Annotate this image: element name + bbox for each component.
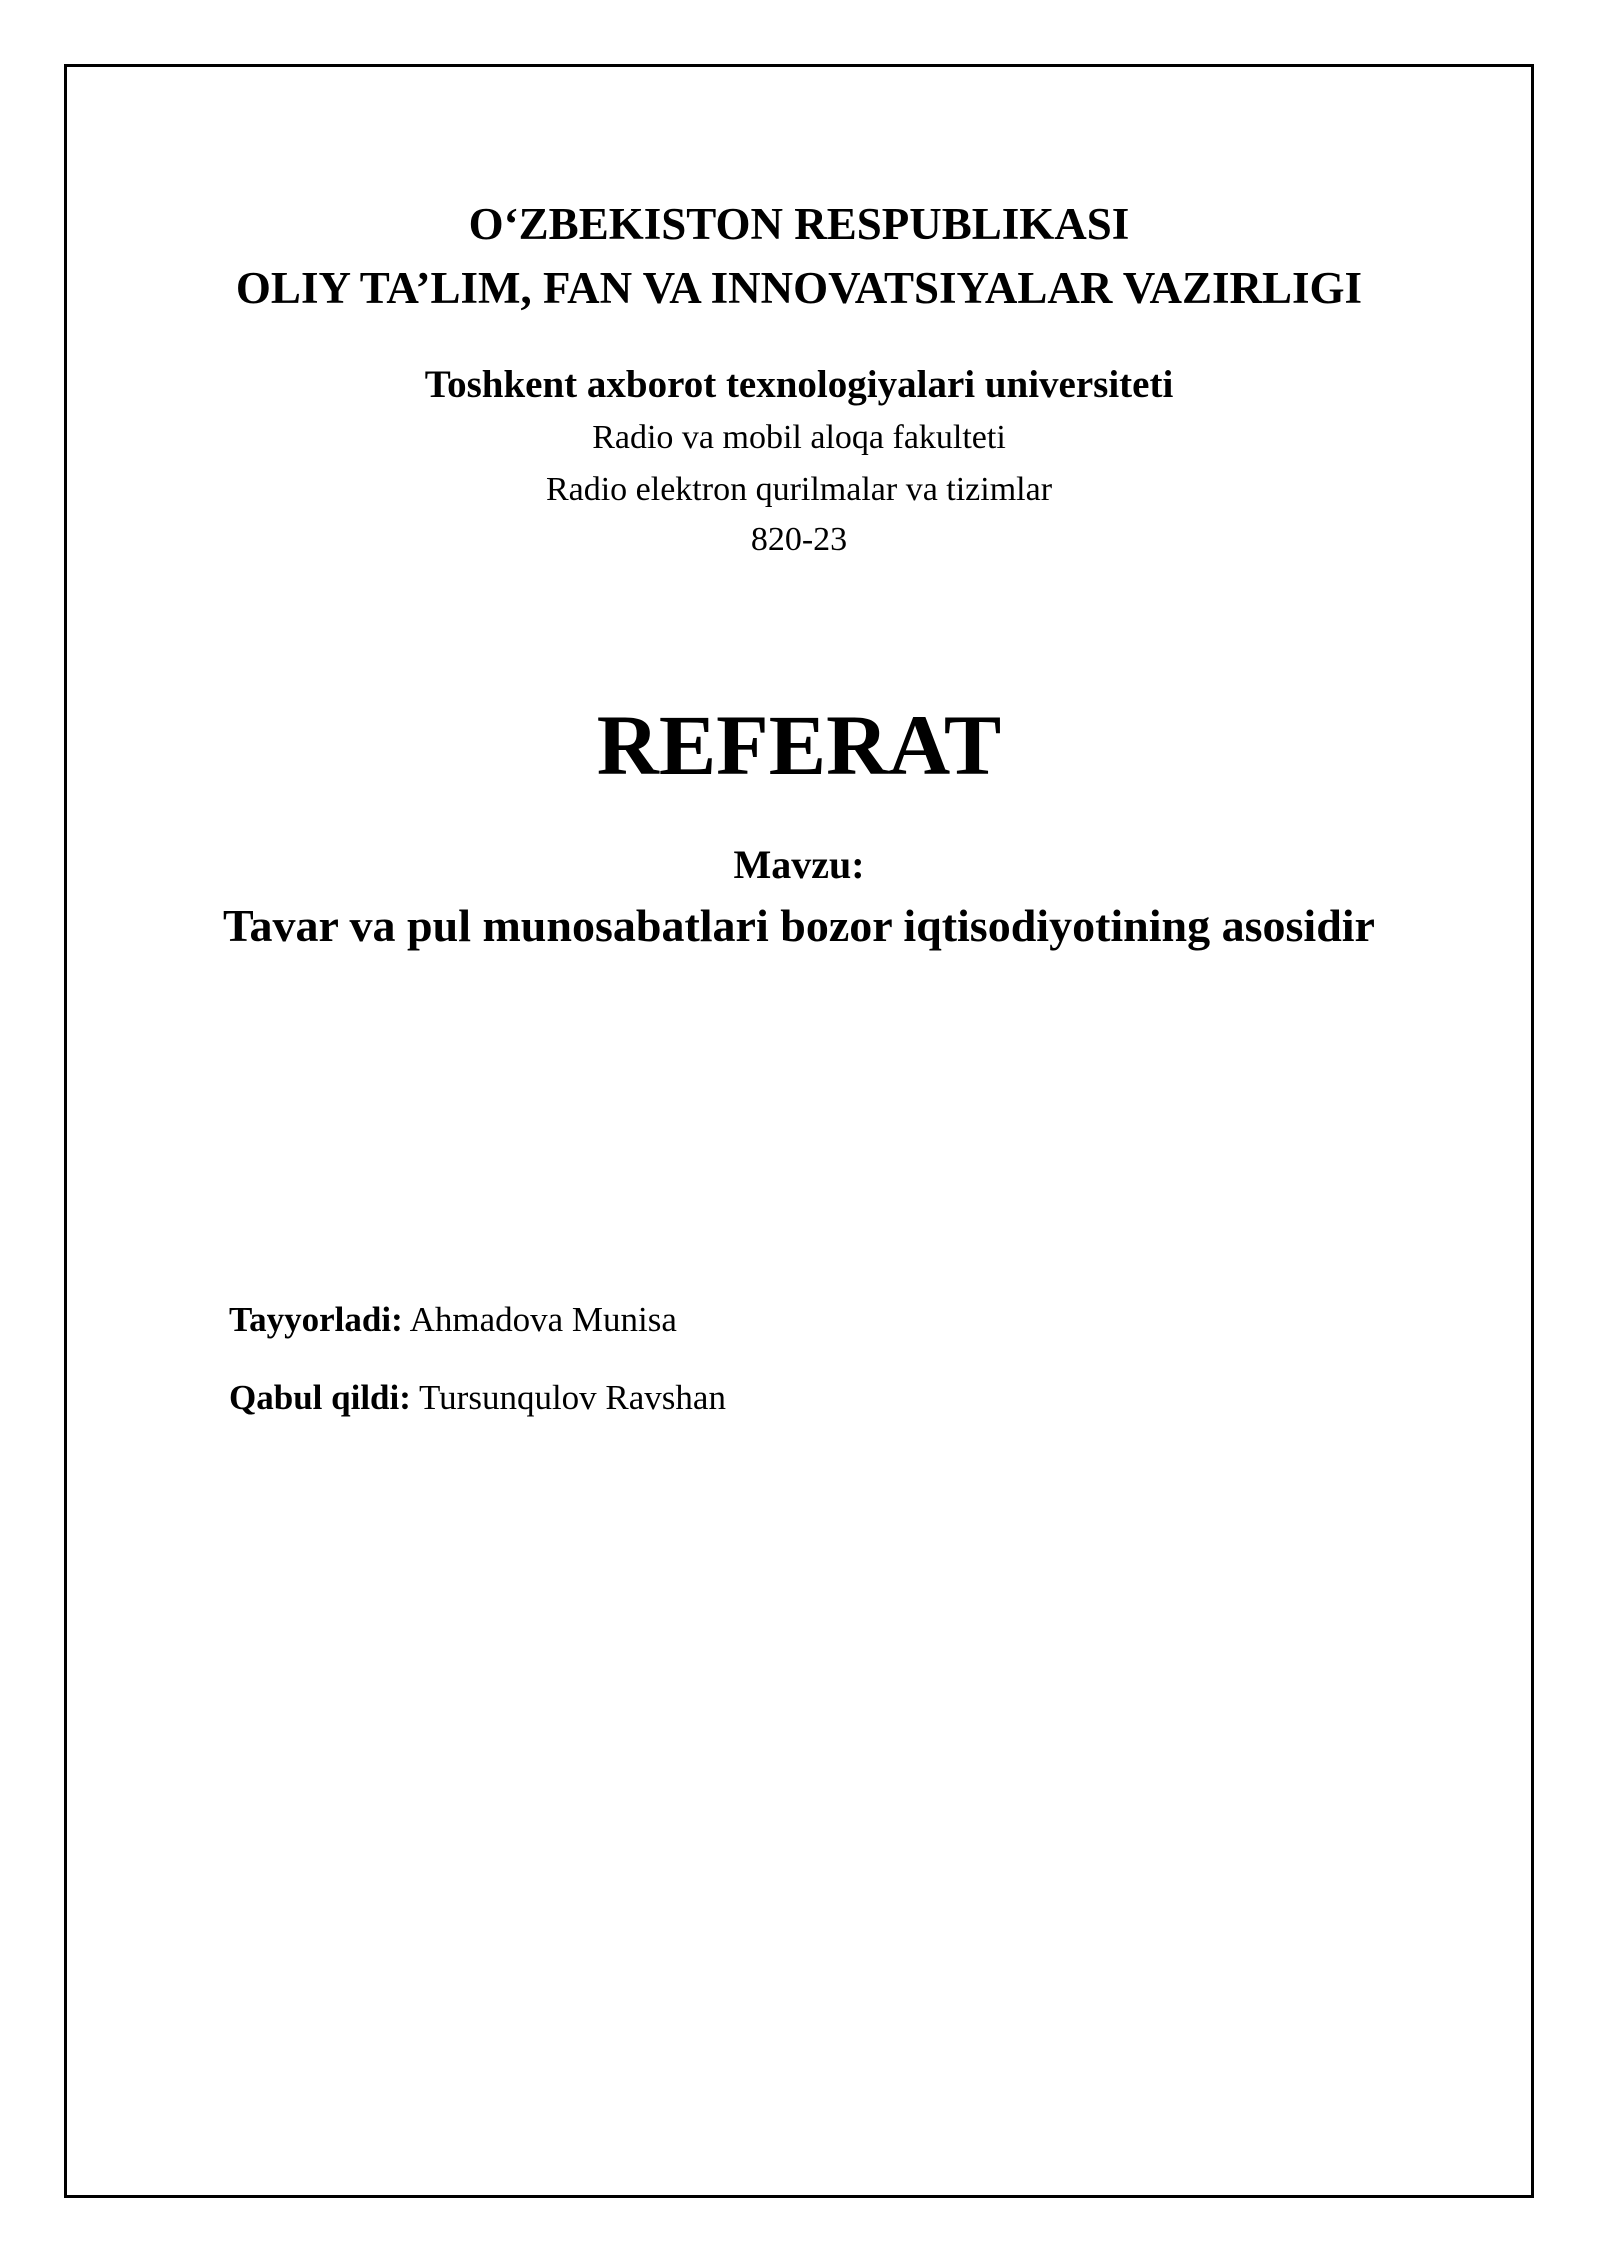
university-name: Toshkent axborot texnologiyalari universiteti (424, 363, 1174, 406)
group-number: 820-23 (750, 521, 848, 558)
document-title: REFERAT (596, 697, 1002, 793)
ministry-heading: OLIY TA’LIM, FAN VA INNOVATSIYALAR VAZIRLIGI (235, 263, 1363, 313)
topic-title: Tavar va pul munosabatlari bozor iqtisodiyotining asosidir (223, 900, 1375, 951)
prepared-by-label: Tayyorladi: (229, 1300, 403, 1339)
faculty-name: Radio va mobil aloqa fakulteti (592, 419, 1006, 456)
accepted-by-name: Tursunqulov Ravshan (419, 1378, 726, 1417)
prepared-by (229, 1298, 677, 1342)
country-heading: O‘ZBEKISTON RESPUBLIKASI (468, 199, 1130, 249)
prepared-by-name: Ahmadova Munisa (409, 1300, 677, 1339)
topic-label: Mavzu: (733, 842, 865, 887)
accepted-by-label: Qabul qildi: (229, 1378, 411, 1417)
accepted-by (229, 1376, 726, 1420)
department-name: Radio elektron qurilmalar va tizimlar (545, 471, 1053, 508)
